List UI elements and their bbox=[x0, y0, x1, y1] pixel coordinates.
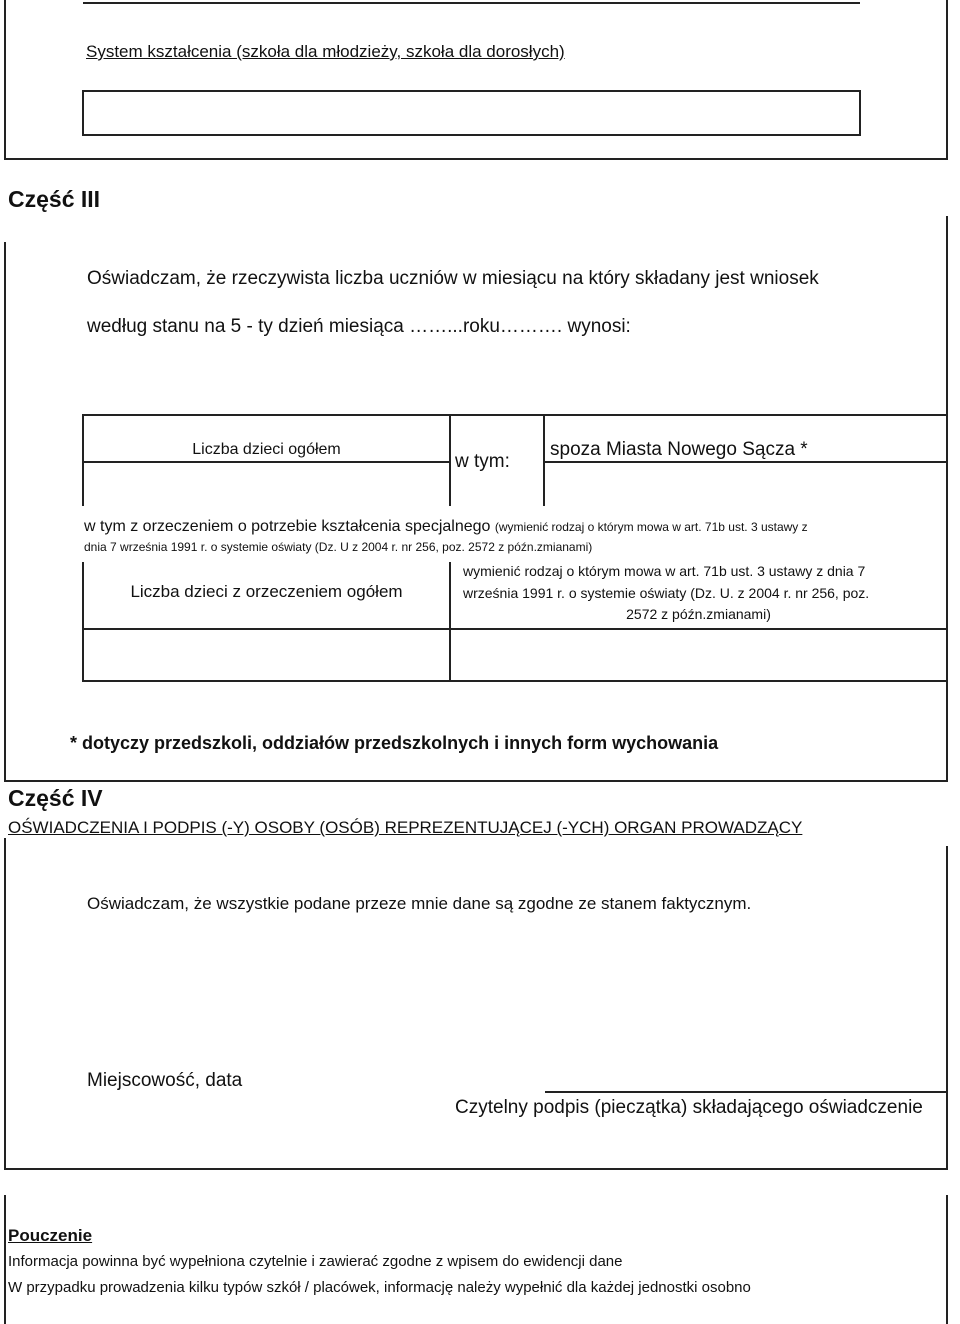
instruction-right-border bbox=[946, 1195, 948, 1324]
part3-heading: Część III bbox=[8, 186, 101, 212]
table2-type-field[interactable] bbox=[451, 630, 946, 680]
system-field[interactable] bbox=[82, 90, 861, 136]
instruction-heading: Pouczenie bbox=[8, 1226, 93, 1245]
table1-top-border bbox=[82, 414, 948, 416]
table1-col-total: Liczba dzieci ogółem bbox=[192, 441, 341, 458]
top-rule bbox=[83, 2, 860, 4]
table2-col-total: Liczba dzieci z orzeczeniem ogółem bbox=[130, 582, 403, 601]
signature-label: Czytelny podpis (pieczątka) składającego oświadczenie bbox=[455, 1097, 923, 1118]
part3-left-border bbox=[4, 242, 6, 782]
part4-top-rule bbox=[4, 780, 948, 782]
part3-right-border bbox=[946, 216, 948, 782]
special-needs-small-a: (wymienić rodzaj o którym mowa w art. 71b ust. 3 ustawy z bbox=[494, 520, 808, 534]
table2-bottom-border bbox=[82, 680, 948, 682]
part4-subheading: OŚWIADCZENIA I PODPIS (-Y) OSOBY (OSÓB) REPREZENTUJĄCEJ (-YCH) ORGAN PROWADZĄCY bbox=[8, 818, 803, 837]
instruction-line1: Informacja powinna być wypełniona czytelnie i zawierać zgodne z wpisem do ewidencji dane bbox=[8, 1253, 623, 1270]
instruction-left-border bbox=[4, 1195, 6, 1324]
part3-statement-line2: według stanu na 5 - ty dzień miesiąca ……...roku………. wynosi: bbox=[87, 316, 631, 337]
table1-col-outside: spoza Miasta Nowego Sącza * bbox=[550, 439, 808, 460]
special-needs-main: w tym z orzeczeniem o potrzebie kształcenia specjalnego bbox=[84, 518, 491, 535]
table2-col-type-line2: września 1991 r. o systemie oświaty (Dz. U. z 2004 r. nr 256, poz. bbox=[463, 585, 870, 601]
special-needs-line1 bbox=[84, 518, 808, 536]
table1-total-field[interactable] bbox=[84, 463, 449, 504]
table2-col-type-line3: 2572 z późn.zmianami) bbox=[626, 606, 771, 622]
special-needs-small-b: dnia 7 września 1991 r. o systemie oświaty (Dz. U z 2004 r. nr 256, poz. 2572 z późn.zmianami) bbox=[84, 540, 593, 554]
table1-col-wtym: w tym: bbox=[455, 451, 510, 472]
place-date-label: Miejscowość, data bbox=[87, 1070, 243, 1091]
part4-bottom-border bbox=[4, 1168, 948, 1170]
section2-bottom-border bbox=[4, 158, 948, 160]
table1-divider-1 bbox=[449, 414, 451, 506]
part3-footnote: * dotyczy przedszkoli, oddziałów przedszkolnych i innych form wychowania bbox=[70, 733, 719, 753]
part4-statement: Oświadczam, że wszystkie podane przeze mnie dane są zgodne ze stanem faktycznym. bbox=[87, 894, 752, 913]
instruction-line2: W przypadku prowadzenia kilku typów szkół / placówek, informację należy wypełnić dla każdej jednostki osobno bbox=[8, 1279, 751, 1296]
section2-right-border bbox=[946, 0, 948, 160]
section2-left-border bbox=[4, 0, 6, 160]
table1-outside-field[interactable] bbox=[545, 463, 945, 504]
table2-total-field[interactable] bbox=[84, 630, 449, 680]
signature-line[interactable] bbox=[545, 1091, 946, 1093]
part4-heading: Część IV bbox=[8, 785, 103, 811]
system-label: System kształcenia (szkoła dla młodzieży, szkoła dla dorosłych) bbox=[86, 42, 565, 61]
part4-right-border bbox=[946, 846, 948, 1170]
table2-col-type-line1: wymienić rodzaj o którym mowa w art. 71b ust. 3 ustawy z dnia 7 bbox=[463, 563, 866, 579]
part3-statement-line1: Oświadczam, że rzeczywista liczba uczniów w miesiącu na który składany jest wniosek bbox=[87, 268, 819, 289]
part4-left-border bbox=[4, 838, 6, 1170]
